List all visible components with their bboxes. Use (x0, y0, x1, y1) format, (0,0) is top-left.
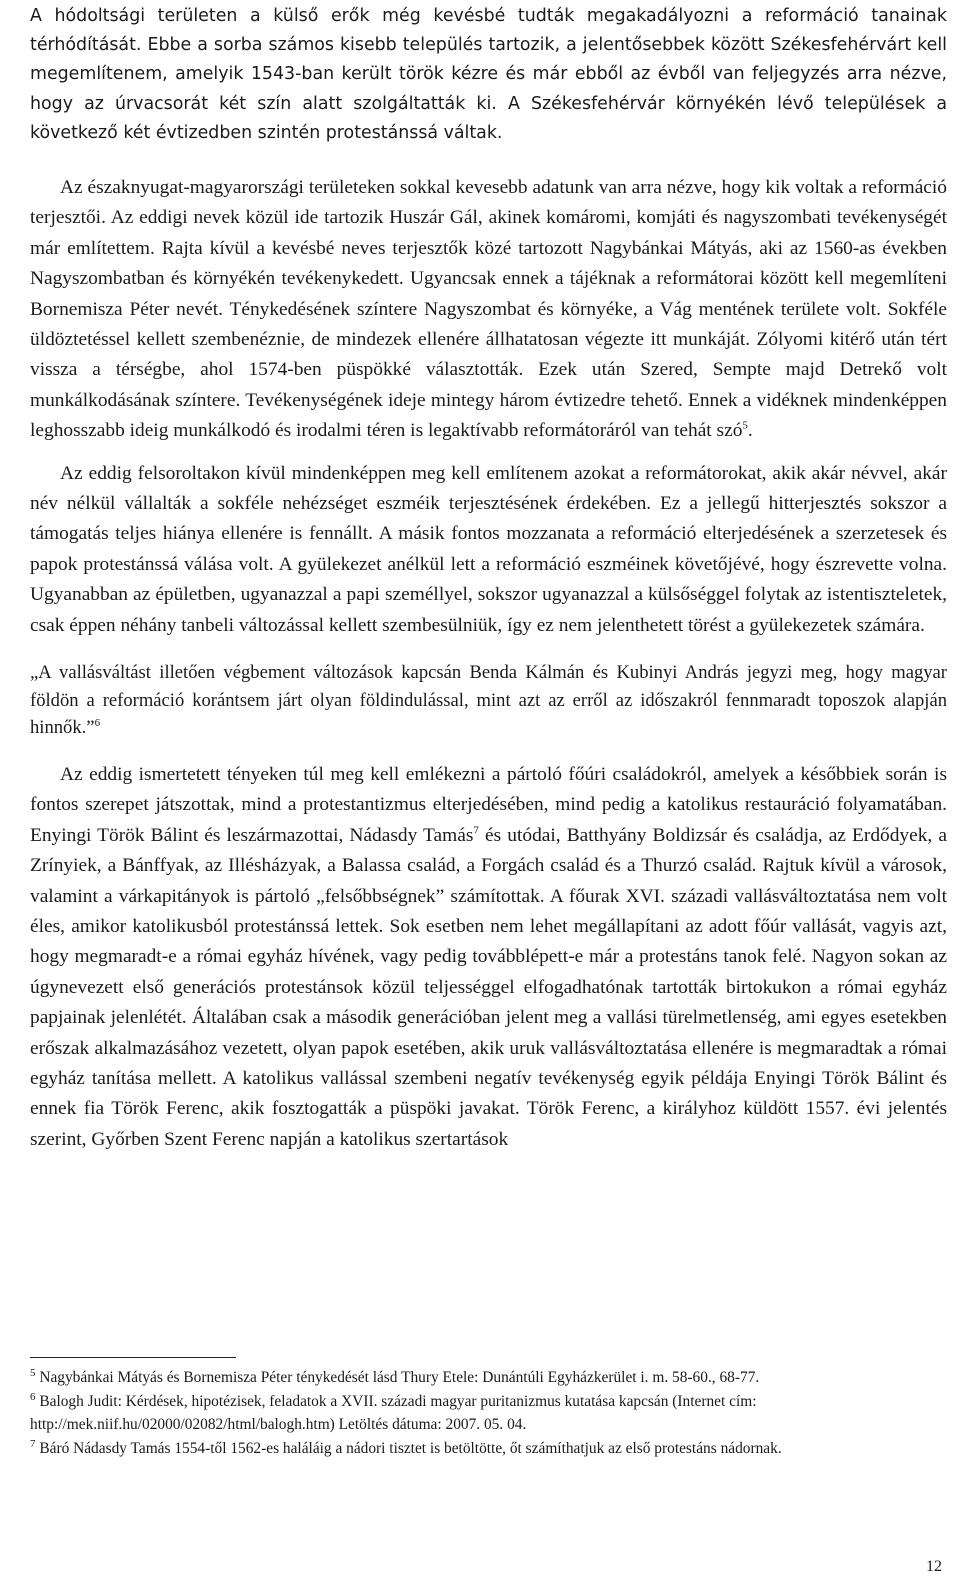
paragraph: Az eddig felsoroltakon kívül mindenképpen meg kell említenem azokat a reformátorokat, akik akár névvel, akár név nélkül vállalták a sokféle nehézséget eszméik terjesztésének érdekében. Ez a jellegű hitterjesztés sokszor a támogatás teljes hiánya ellenére is fennállt. A másik fontos mozzanata a reformáció elterjedésének a szerzetesek és papok protestánssá válása volt. A gyülekezet anélkül lett a reformáció eszméinek követőjévé, hogy észrevette volna. Ugyanabban az épületben, ugyanazzal a papi személlyel, sokszor ugyanazzal a külsőséggel folytak az istentiszteletek, csak éppen néhány tanbeli változással kellett szembesülniük, így ez nem jelenthetett törést a gyülekezetek számára. (30, 462, 947, 636)
paragraph (30, 760, 947, 1155)
footnote-number: 6 (30, 1390, 36, 1403)
main-text (30, 175, 947, 1155)
paragraph-text: Az eddig ismertetett tényeken túl meg kell emlékezni a pártoló főúri családokról, amelyek a későbbiek során is fontos szerepet játszottak, mind a protestantizmus elterjedésében, mind pedig a katolikus restauráció folyamatában. Enyingi Török Bálint és leszármazottai, Nádasdy Tamás (30, 763, 947, 846)
footnote-text: Báró Nádasdy Tamás 1554-től 1562-es haláláig a nádori tisztet is betöltötte, őt számíthatjuk az első protestáns nádornak. (35, 1439, 782, 1457)
footnote-ref: 7 (473, 824, 479, 837)
footnote-number: 5 (30, 1366, 36, 1379)
footnote-text: Balogh Judit: Kérdések, hipotézisek, feladatok a XVII. századi magyar puritanizmus kutatása kapcsán (Internet cím: http://mek.niif.hu/02000/02082/html/balogh.htm) Letöltés dátuma: 2007. 05. 04. (30, 1392, 757, 1433)
footnote (30, 1437, 947, 1461)
block-quote (30, 659, 947, 742)
paragraph-gap (30, 641, 947, 659)
paragraph-text: Az északnyugat-magyarországi területeken sokkal kevesebb adatunk van arra nézve, hogy kik voltak a reformáció terjesztői. Az eddigi nevek közül ide tartozik Huszár Gál, akinek komáromi, komjáti és nagyszombati tevékenységét már említettem. Rajta kívül a kevésbé neves terjesztők közé tartozott Nagybánkai Mátyás, aki az 1560-as években Nagyszombatban és környékén tevékenykedett. Ugyancsak ennek a tájéknak a reformátorai között kell megemlíteni Bornemisza Péter nevét. Ténykedésének színtere Nagyszombat és környéke, a Vág mentének területe volt. Sokféle üldöztetéssel kellett szembenéznie, de mindezek ellenére állhatatosan végezte itt munkáját. Zólyomi kitérő után tért vissza a térségbe, ahol 1574-ben püspökké választották. Ezek után Szered, Sempte majd Detrekő volt munkálkodásának színtere. Tevékenységének ideje mintegy három évtizedre tehető. Ennek a vidéknek mindenképpen leghosszabb ideig munkálkodó és irodalmi téren is legaktívabb reformátoráról van tehát szó (30, 177, 947, 442)
footnote (30, 1366, 947, 1390)
footnote-ref: 6 (94, 717, 101, 730)
footnotes (30, 1366, 947, 1460)
paragraph (30, 173, 947, 447)
footnote-text: Nagybánkai Mátyás és Bornemisza Péter ténykedését lásd Thury Etele: Dunántúli Egyházkerület i. m. 58-60., 68-77. (35, 1369, 760, 1386)
footnote-separator (30, 1357, 236, 1358)
paragraph-gap (30, 447, 947, 459)
paragraph-end: . (747, 420, 753, 442)
page-number: 12 (926, 1558, 942, 1575)
footnote (30, 1390, 947, 1437)
quote-text: „A vallásváltást illetően végbement változások kapcsán Benda Kálmán és Kubinyi András jegyzi meg, hogy magyar földön a reformáció korántsem járt olyan földindulással, mint azt az erről az időszakról fennmaradt toposzok alapján hinnők.” (30, 662, 947, 739)
opening-paragraph (30, 2, 947, 148)
paragraph-text: A hódoltsági területen a külső erők még kevésbé tudták megakadályozni a reformáció tanainak térhódítását. Ebbe a sorba számos kisebb település tartozik, a jelentősebbek között Székesfehérvárt kell megemlítenem, amelyik 1543-ban került török kézre és már ebből az évből van feljegyzés arra nézve, hogy az úrvacsorát két szín alatt szolgáltatták ki. A Székesfehérvár környékén lévő települések a következő két évtizedben szintén protestánssá váltak. (30, 6, 947, 143)
footnote-number: 7 (30, 1437, 36, 1450)
footnote-ref: 5 (742, 419, 748, 432)
paragraph-gap (30, 742, 947, 760)
paragraph-text: és utódai, Batthyány Boldizsár és családja, az Erdődyek, a Zrínyiek, a Bánffyak, az Illésházyak, a Balassa család, a Forgách család és a Thurzó család. Rajtuk kívül a városok, valamint a várkapitányok is pártoló „felsőbbségnek” számítottak. A főurak XVI. századi vallásváltoztatása nem volt éles, amikor katolikusból protestánssá lettek. Sok esetben nem lehet megállapítani az adott főúr vallását, vagyis azt, hogy megmaradt-e a római egyház hívének, vagy pedig továbblépett-e már a protestáns tanok felé. Nagyon sokan az úgynevezett első generációs protestánsok közül teljességgel elfogadhatónak tartották birtokukon a római egyház papjainak jelenlétét. Általában csak a második generációban jelent meg a vallási türelmetlenség, ami egyes esetekben erőszak alkalmazásához vezetett, olyan papok esetében, akik uruk vallásváltoztatása ellenére is megmaradtak a római egyház tanítása mellett. A katolikus vallással szembeni negatív tevékenység egyik példája Enyingi Török Bálint és ennek fia Török Ferenc, akik fosztogatták a püspöki javakat. Török Ferenc, a királyhoz küldött 1557. évi jelentés szerint, Győrben Szent Ferenc napján a katolikus szertartások (30, 824, 947, 1150)
